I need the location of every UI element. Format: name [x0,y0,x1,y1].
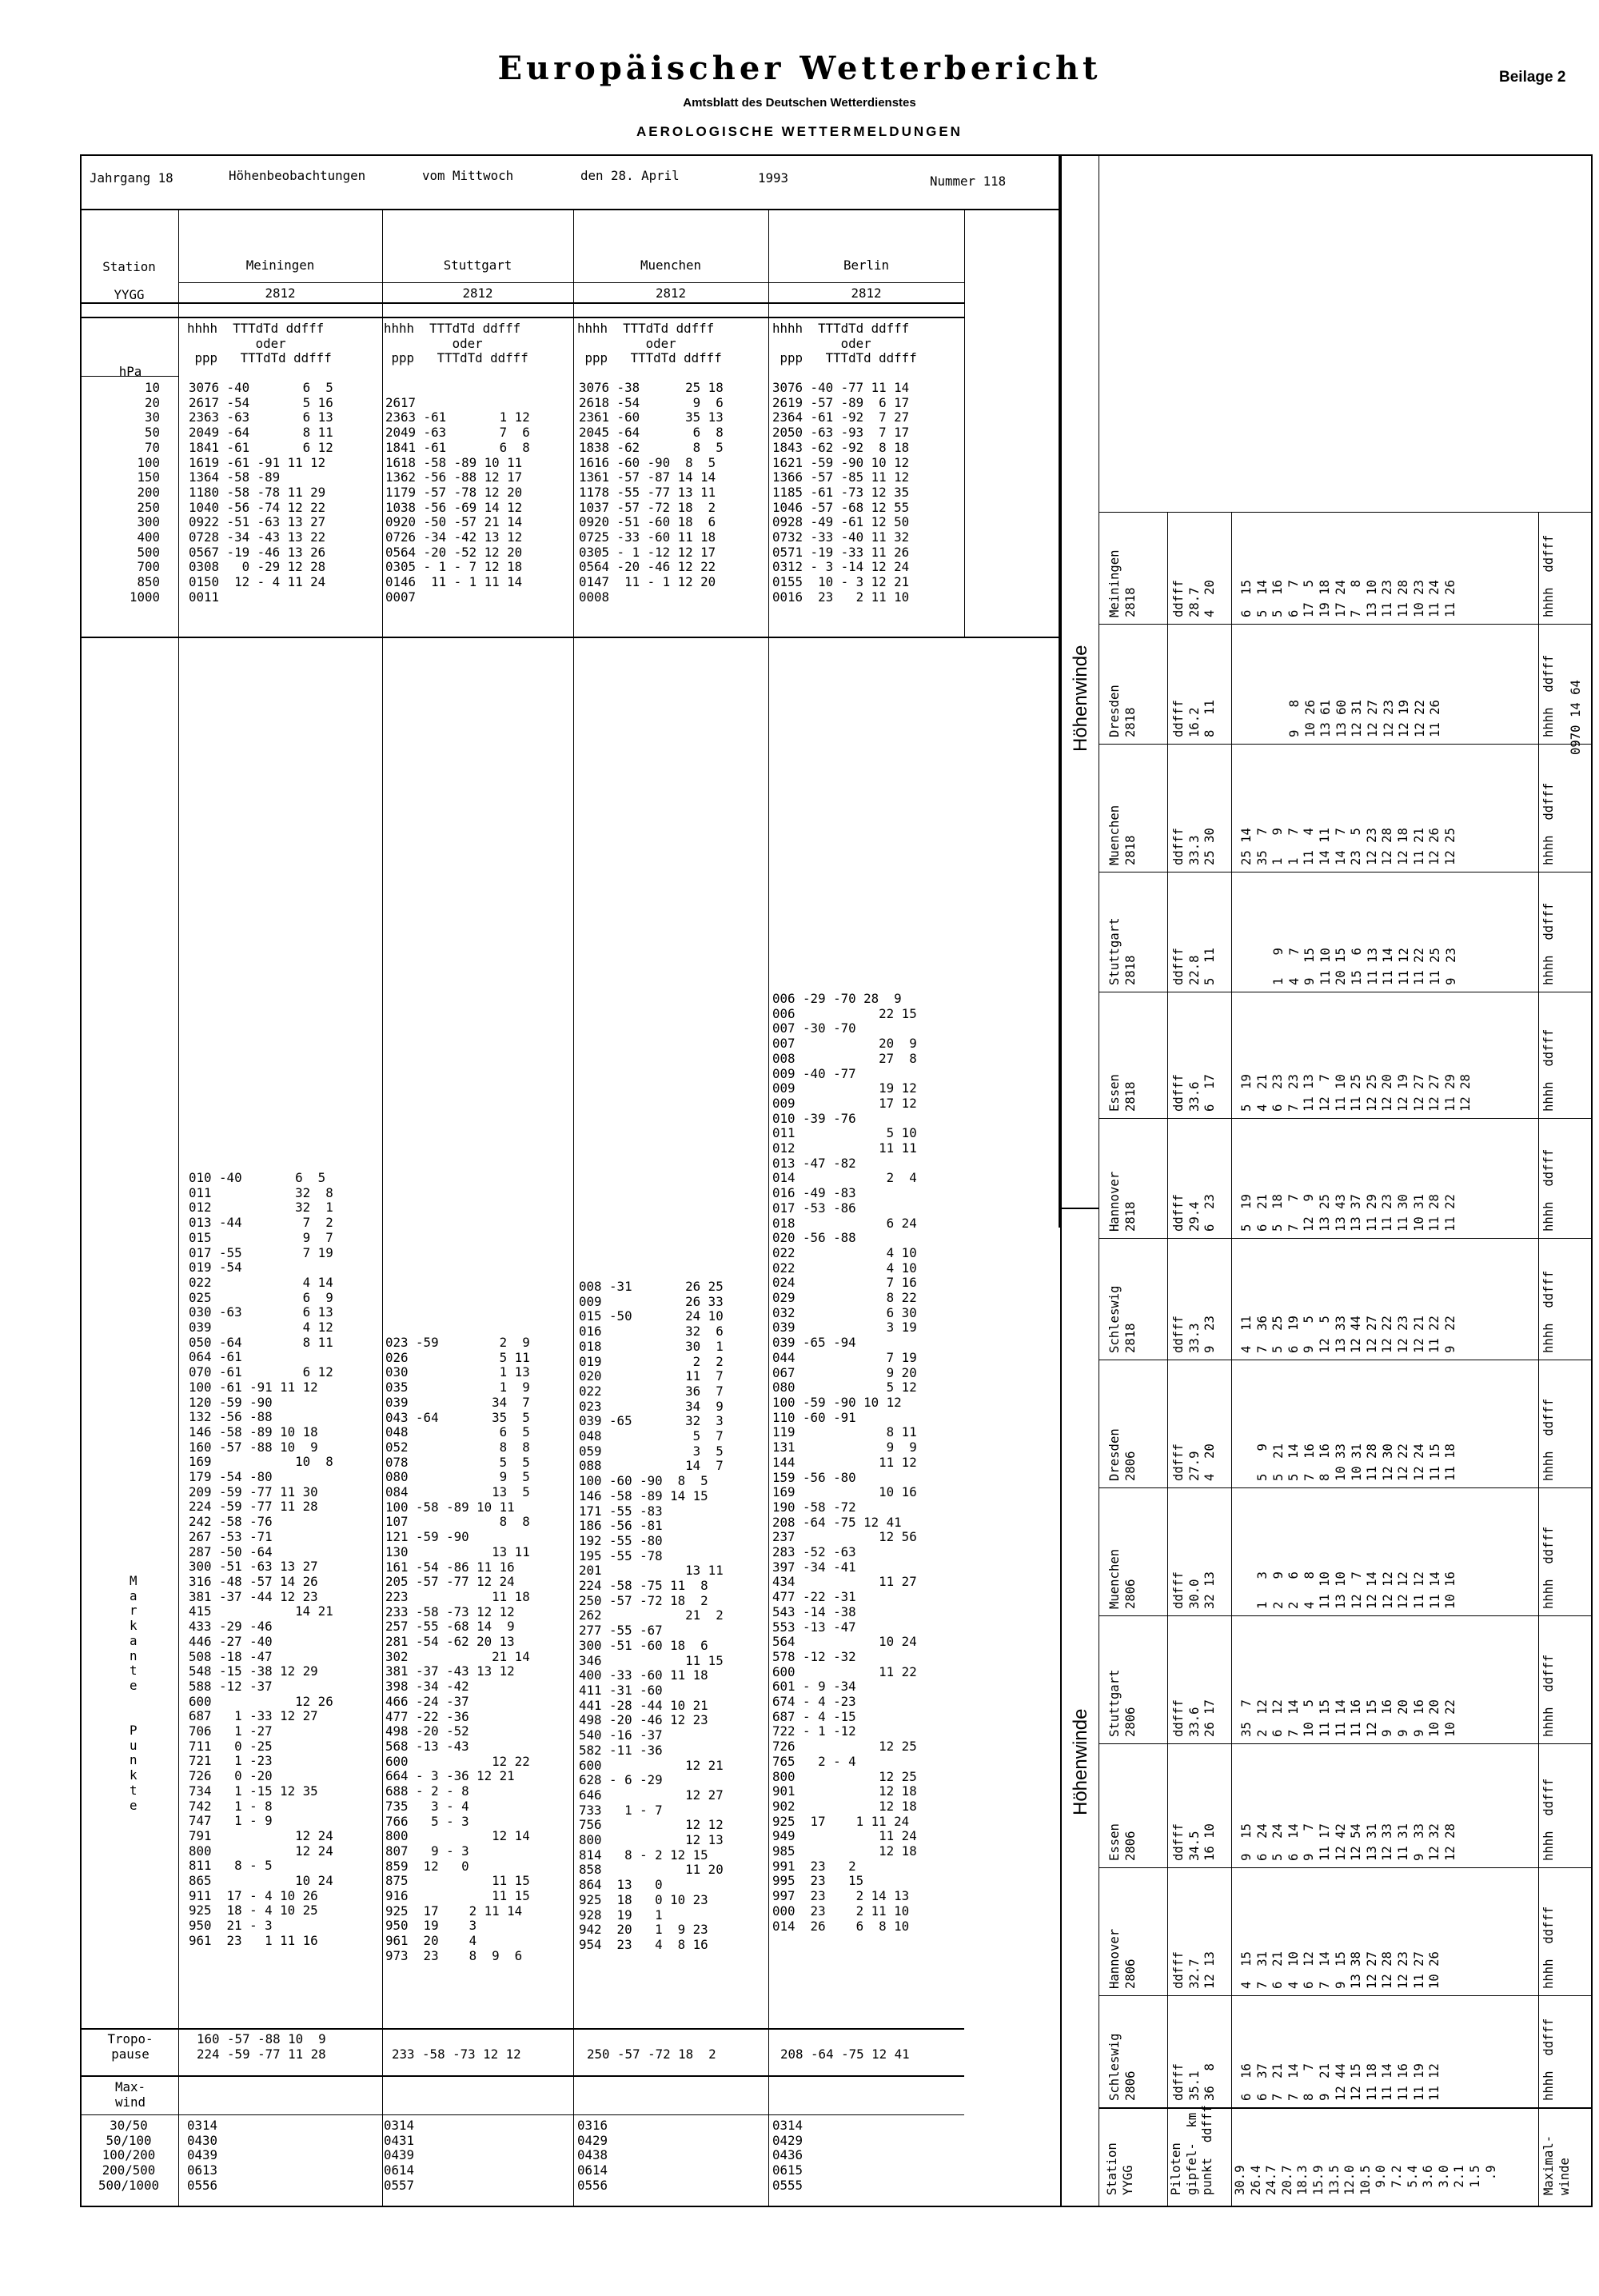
hw-head-essen-2806: ddfff 34.5 16 10 [1171,1823,1218,1861]
maxwind-berlin: 0314 0429 0436 0615 0555 [772,2118,803,2193]
yygg-label: YYGG [114,287,145,302]
hoehenwinde-label-top: Höhenwinde [1070,645,1091,752]
page-title: Europäischer Wetterbericht [497,50,1102,87]
maxwind-stuttgart: 0314 0431 0439 0614 0557 [384,2118,415,2193]
station-yygg-berlin: 2812 [851,286,882,301]
hhhh-ddfff-label: hhhh ddfff [1541,1028,1556,1112]
hhhh-ddfff-label: hhhh ddfff [1541,1526,1556,1609]
column-header: hhhh TTTdTd ddfff oder ppp TTTdTd ddfff [187,321,332,366]
hw-values-muenchen-2818: 25 14 35 7 1 9 1 7 11 4 14 11 14 7 23 5 12 23 12 28 12 18 11 21 12 26 12 25 [1239,828,1457,865]
std-levels-berlin: 3076 -40 -77 11 14 2619 -57 -89 6 17 2364 -61 -92 7 27 2050 -63 -93 7 17 1843 -62 -92 8 18 1621 -59 -90 10 12 1366 -57 -85 11 12 1185 -61 -73 12 35 1046 -57 -68 12 55 0928 -49 -61 12 50 0732 -33 -40 11 32 0571 -19 -33 11 26 0312 - 3 -14 12 24 0155 10 - 3 12 21 0016 23 2 11 10 [772,380,910,605]
sig-points-stuttgart: 023 -59 2 9 026 5 11 030 1 13 035 1 9 039 34 7 043 -64 35 5 048 6 5 052 8 8 078 5 5 080 9 5 084 13 5 100 -58 -89 10 11 107 8 8 121 -59 -90 130 13 11 161 -54 -86 11 16 205 -57 -77 12 24 223 11 18 233 -58 -73 12 12 257 -55 -68 14 9 281 -54 -62 20 13 302 21 14 381 -37 -43 13 12 398 -34 -42 466 -24 -37 477 -22 -36 498 -20 -52 568 -13 -43 600 12 22 664 - 3 -36 12 21 688 - 2 - 8 735 3 - 4 766 5 - 3 800 12 14 807 9 - 3 859 12 0 875 11 15 916 11 15 925 17 2 11 14 950 19 3 961 20 4 973 23 8 9 6 [385,1335,530,1963]
hw-values-stuttgart-2806: 35 7 2 12 6 12 7 14 10 5 11 15 11 14 11 16 12 15 9 16 9 20 9 16 10 20 10 22 [1239,1699,1457,1737]
hw-station-essen-2806: Essen 2806 [1107,1823,1138,1861]
jahrgang: Jahrgang 18 [90,170,173,186]
hw-head-muenchen-2818: ddfff 33.3 25 30 [1171,828,1218,865]
hhhh-ddfff-label: hhhh ddfff [1541,1778,1556,1861]
hw-station-stuttgart-2818: Stuttgart 2818 [1107,917,1138,985]
hpa-label: hPa [118,364,142,379]
column-header: hhhh TTTdTd ddfff oder ppp TTTdTd ddfff [384,321,528,366]
tropopause-meiningen: 160 -57 -88 10 9 224 -59 -77 11 28 [197,2031,326,2062]
hw-head-schleswig-2818: ddfff 33.3 9 23 [1171,1316,1218,1353]
heights-km: 30.9 26.4 24.7 20.7 18.3 15.9 13.5 12.0 10.5 9.0 7.2 5.4 3.6 3.0 2.1 1.5 .9 [1233,2165,1498,2195]
hw-values-dresden-2818: 9 8 10 26 13 61 13 60 12 31 12 27 12 23 12 19 12 22 11 26 [1287,700,1443,737]
hhhh-ddfff-label: hhhh ddfff [1541,1654,1556,1737]
maxwind-levels: 30/50 50/100 100/200 200/500 500/1000 [98,2118,160,2193]
sig-points-muenchen: 008 -31 26 25 009 26 33 015 -50 24 10 016 32 6 018 30 1 019 2 2 020 11 7 022 36 7 023 34 9 039 -65 32 3 048 5 7 059 3 5 088 14 7 100 -60 -90 8 5 146 -58 -89 14 15 171 -55 -83 186 -56 -81 192 -55 -80 195 -55 -78 201 13 11 224 -58 -75 11 8 250 -57 -72 18 2 262 21 2 277 -55 -67 300 -51 -60 18 6 346 11 15 400 -33 -60 11 18 411 -31 -60 441 -28 -44 10 21 498 -20 -46 12 23 540 -16 -37 582 -11 -36 600 12 21 628 - 6 -29 646 12 27 733 1 - 7 756 12 12 800 12 13 814 8 - 2 12 15 858 11 20 864 13 0 925 18 0 10 23 928 19 1 942 20 1 9 23 954 23 4 8 16 [579,1279,724,1952]
side-value: 0970 14 64 [1569,680,1583,755]
hw-station-muenchen-2806: Muenchen 2806 [1107,1548,1138,1609]
hw-station-hannover-2818: Hannover 2818 [1107,1171,1138,1232]
date-label: den 28. April [580,168,680,183]
tropopause-stuttgart: 233 -58 -73 12 12 [392,2046,521,2062]
hw-station-essen-2818: Essen 2818 [1107,1074,1138,1112]
hw-values-muenchen-2806: 1 3 2 9 2 6 4 8 11 10 13 10 12 7 12 14 12 12 12 12 11 12 11 14 10 16 [1255,1571,1458,1609]
std-levels-meiningen: 3076 -40 6 5 2617 -54 5 16 2363 -63 6 13 2049 -64 8 11 1841 -61 6 12 1619 -61 -91 11 12 1364 -58 -89 1180 -58 -78 11 29 1040 -56 -74 12 22 0922 -51 -63 13 27 0728 -34 -43 13 22 0567 -19 -46 13 26 0308 0 -29 12 28 0150 12 - 4 11 24 0011 [189,380,333,605]
station-yygg-muenchen: 2812 [655,286,687,301]
sig-points-meiningen: 010 -40 6 5 011 32 8 012 32 1 013 -44 7 2 015 9 7 017 -55 7 19 019 -54 022 4 14 025 6 9 030 -63 6 13 039 4 12 050 -64 8 11 064 -61 070 -61 6 12 100 -61 -91 11 12 120 -59 -90 132 -56 -88 146 -58 -89 10 18 160 -57 -88 10 9 169 10 8 179 -54 -80 209 -59 -77 11 30 224 -59 -77 11 28 242 -58 -76 267 -53 -71 287 -50 -64 300 -51 -63 13 27 316 -48 -57 14 26 381 -37 -44 12 23 415 14 21 433 -29 -46 446 -27 -40 508 -18 -47 548 -15 -38 12 29 588 -12 -37 600 12 26 687 1 -33 12 27 706 1 -27 711 0 -25 721 1 -23 726 0 -20 734 1 -15 12 35 742 1 - 8 747 1 - 9 791 12 24 800 12 24 811 8 - 5 865 10 24 911 17 - 4 10 26 925 18 - 4 10 25 950 21 - 3 961 23 1 11 16 [189,1170,333,1948]
std-levels-muenchen: 3076 -38 25 18 2618 -54 9 6 2361 -60 35 13 2045 -64 6 8 1838 -62 8 5 1616 -60 -90 8 5 1361 -57 -87 14 14 1178 -55 -77 13 11 1037 -57 -72 18 2 0920 -51 -60 18 6 0725 -33 -60 11 18 0305 - 1 -12 12 17 0564 -20 -46 12 22 0147 11 - 1 12 20 0008 [579,380,724,605]
hw-head-meiningen-2818: ddfff 28.7 4 20 [1171,580,1218,617]
weekday-label: vom Mittwoch [422,168,514,183]
section-title: AEROLOGISCHE WETTERMELDUNGEN [636,124,963,139]
tropopause-berlin: 208 -64 -75 12 41 [780,2046,910,2062]
station-yygg-meiningen: 2812 [265,286,296,301]
hhhh-ddfff-label: hhhh ddfff [1541,902,1556,985]
column-header: hhhh TTTdTd ddfff oder ppp TTTdTd ddfff [772,321,917,366]
hhhh-ddfff-label: hhhh ddfff [1541,1906,1556,1989]
hw-station-meiningen-2818: Meiningen 2818 [1107,549,1138,617]
year-label: 1993 [758,170,789,186]
hoehenwinde-label-bottom: Höhenwinde [1070,1708,1091,1815]
hw-values-meiningen-2818: 6 15 5 14 5 16 6 7 17 5 19 18 17 24 7 8 13 10 11 23 11 28 10 23 11 24 11 26 [1239,580,1457,617]
maximalwinde-label: Maximal- winde [1541,2134,1572,2195]
hw-head-essen-2818: ddfff 33.6 6 17 [1171,1074,1218,1112]
hhhh-ddfff-label: hhhh ddfff [1541,1148,1556,1232]
hw-station-dresden-2818: Dresden 2818 [1107,685,1138,737]
piloten-gipfelpunkt-header: Piloten gipfel- km punkt ddfff [1169,2105,1215,2195]
station-label: Station [102,259,156,274]
hhhh-ddfff-label: hhhh ddfff [1541,654,1556,737]
markante-punkte-label: M a r k a n t e P u n k t e [130,1573,138,1813]
hw-head-dresden-2818: ddfff 16.2 8 11 [1171,700,1218,737]
station-name-meiningen: Meiningen [245,258,315,273]
station-name-berlin: Berlin [843,258,890,273]
hw-station-dresden-2806: Dresden 2806 [1107,1428,1138,1481]
page-subtitle: Amtsblatt des Deutschen Wetterdienstes [683,96,916,110]
column-header: hhhh TTTdTd ddfff oder ppp TTTdTd ddfff [577,321,722,366]
hw-head-schleswig-2806: ddfff 35.1 36 8 [1171,2063,1218,2101]
hw-station-schleswig-2806: Schleswig 2806 [1107,2033,1138,2101]
hhhh-ddfff-label: hhhh ddfff [1541,2018,1556,2101]
hw-station-muenchen-2818: Muenchen 2818 [1107,805,1138,865]
beilage-label: Beilage 2 [1499,69,1566,86]
hw-head-stuttgart-2818: ddfff 22.8 5 11 [1171,948,1218,985]
station-name-muenchen: Muenchen [640,258,702,273]
hw-values-dresden-2806: 5 9 5 21 5 14 7 16 8 16 10 33 10 31 11 28 12 30 12 22 12 24 11 15 11 18 [1255,1443,1458,1481]
hw-head-stuttgart-2806: ddfff 33.6 26 17 [1171,1699,1218,1737]
hw-values-stuttgart-2818: 1 9 4 7 9 15 11 10 20 15 15 6 11 13 11 14 11 12 11 22 11 25 9 23 [1271,948,1458,985]
hw-head-hannover-2806: ddfff 32.7 12 13 [1171,1951,1218,1989]
station-yygg-stuttgart: 2812 [462,286,493,301]
hoehenbeobachtungen-label: Höhenbeobachtungen [229,168,366,183]
maxwind-label: Max- wind [114,2079,146,2110]
hw-values-hannover-2818: 5 19 6 21 5 18 7 7 12 9 13 25 13 43 13 37 11 29 11 23 11 30 10 31 11 28 11 22 [1239,1194,1457,1232]
hw-head-dresden-2806: ddfff 27.9 4 20 [1171,1443,1218,1481]
hw-values-essen-2818: 5 19 4 21 6 23 7 23 11 13 12 7 11 10 11 25 12 25 12 20 12 19 12 27 12 27 11 29 12 28 [1239,1074,1473,1112]
station-yygg-header: Station YYGG [1105,2142,1135,2195]
hw-station-stuttgart-2806: Stuttgart 2806 [1107,1669,1138,1737]
hw-values-essen-2806: 9 15 6 24 5 24 6 14 9 7 11 17 12 42 12 54 13 31 12 33 11 31 9 33 12 32 12 28 [1239,1823,1457,1861]
tropopause-label: Tropo- pause [107,2031,154,2062]
hhhh-ddfff-label: hhhh ddfff [1541,1270,1556,1353]
tropopause-muenchen: 250 -57 -72 18 2 [587,2046,716,2062]
station-name-stuttgart: Stuttgart [443,258,512,273]
hw-values-hannover-2806: 4 15 7 31 6 21 4 10 6 12 7 14 9 15 13 38 12 27 12 28 12 23 11 27 10 26 [1239,1951,1442,1989]
sig-points-berlin: 006 -29 -70 28 9 006 22 15 007 -30 -70 007 20 9 008 27 8 009 -40 -77 009 19 12 009 17 12 010 -39 -76 011 5 10 012 11 11 013 -47 -82 014 2 4 016 -49 -83 017 -53 -86 018 6 24 020 -56 -88 022 4 10 022 4 10 024 7 16 029 8 22 032 6 30 039 3 19 039 -65 -94 044 7 19 067 9 20 080 5 12 100 -59 -90 10 12 110 -60 -91 119 8 11 131 9 9 144 11 12 159 -56 -80 169 10 16 190 -58 -72 208 -64 -75 12 41 237 12 56 283 -52 -63 397 -34 -41 434 11 27 477 -22 -31 543 -14 -38 553 -13 -47 564 10 24 578 -12 -32 600 11 22 601 - 9 -34 674 - 4 -23 687 - 4 -15 722 - 1 -12 726 12 25 765 2 - 4 800 12 25 901 12 18 902 12 18 925 17 1 11 24 949 11 24 985 12 18 991 23 2 995 23 15 997 23 2 14 13 000 23 2 11 10 014 26 6 8 10 [772,991,917,1934]
hhhh-ddfff-label: hhhh ddfff [1541,782,1556,865]
hw-station-hannover-2806: Hannover 2806 [1107,1928,1138,1989]
issue-number: Nummer 118 [930,174,1007,189]
maxwind-muenchen: 0316 0429 0438 0614 0556 [577,2118,608,2193]
hw-values-schleswig-2806: 6 16 6 37 7 21 7 14 8 7 9 21 12 44 12 15 11 18 11 14 11 16 11 19 11 12 [1239,2063,1442,2101]
maxwind-meiningen: 0314 0430 0439 0613 0556 [187,2118,218,2193]
pressure-levels: 10 20 30 50 70 100 150 200 250 300 400 500 700 850 1000 [129,380,160,605]
hw-head-muenchen-2806: ddfff 30.0 32 13 [1171,1571,1218,1609]
hw-values-schleswig-2818: 4 11 7 36 5 25 6 19 9 5 12 5 13 33 12 44 12 27 12 22 12 23 12 21 11 22 9 22 [1239,1316,1457,1353]
hw-head-hannover-2818: ddfff 29.4 6 23 [1171,1194,1218,1232]
hw-station-schleswig-2818: Schleswig 2818 [1107,1285,1138,1353]
std-levels-stuttgart: 2617 2363 -61 1 12 2049 -63 7 6 1841 -61 6 8 1618 -58 -89 10 11 1362 -56 -88 12 17 1179 -57 -78 12 20 1038 -56 -69 14 12 0920 -50 -57 21 14 0726 -34 -42 13 12 0564 -20 -52 12 20 0305 - 1 - 7 12 18 0146 11 - 1 11 14 0007 [385,394,530,605]
hhhh-ddfff-label: hhhh ddfff [1541,1398,1556,1481]
hhhh-ddfff-label: hhhh ddfff [1541,534,1556,617]
